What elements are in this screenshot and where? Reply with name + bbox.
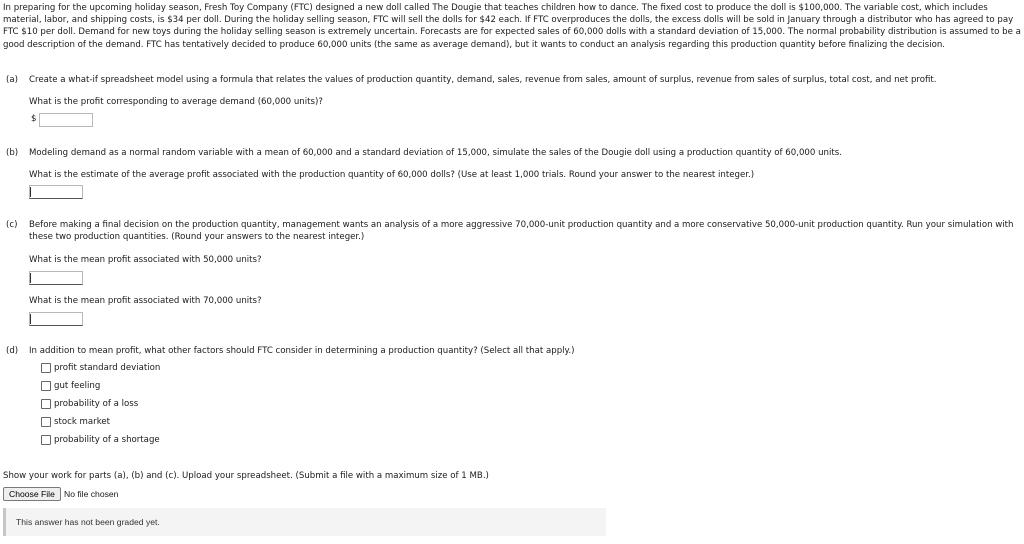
- grading-status-panel: [3, 508, 606, 536]
- option-label: profit standard deviation: [54, 363, 161, 373]
- part-d-text: In addition to mean profit, what other factors should FTC consider in determining a production quantity? (Select all that apply.): [29, 346, 575, 356]
- part-c-answer-50000-input[interactable]: [29, 271, 83, 285]
- part-c-question-70000: What is the mean profit associated with 70,000 units?: [29, 296, 262, 306]
- dollar-prefix: $: [31, 114, 37, 124]
- checkbox-probability-of-a-shortage[interactable]: [41, 435, 51, 445]
- checkbox-gut-feeling[interactable]: [41, 381, 51, 391]
- grading-status-text: This answer has not been graded yet.: [16, 517, 160, 527]
- problem-statement: In preparing for the upcoming holiday season, Fresh Toy Company (FTC) designed a new doll called The Dougie that teaches children how to dance. The fixed cost to produce the doll is $100,000. The variable cost, which includes material, labor, and shipping costs, is $34 per doll. During the holiday selling season, FTC will sell the dolls for $42 each. If FTC overproduces the dolls, the excess dolls will be sold in January through a distributor who has agreed to pay FTC $10 per doll. Demand for new toys during the holiday selling season is extremely uncertain. Forecasts are for expected sales of 60,000 dolls with a standard deviation of 15,000. The normal probability distribution is assumed to be a good description of the demand. FTC has tentatively decided to produce 60,000 units (the same as average demand), but it wants to conduct an analysis regarding this production quantity before finalizing the decision.: [3, 3, 1021, 50]
- part-b-question: What is the estimate of the average profit associated with the production quantity of 60,000 dolls? (Use at least 1,000 trials. Round your answer to the nearest integer.): [29, 170, 755, 180]
- option-label: gut feeling: [54, 381, 101, 391]
- part-a-answer-input[interactable]: [39, 113, 93, 127]
- upload-instruction: Show your work for parts (a), (b) and (c). Upload your spreadsheet. (Submit a file with a maximum size of 1 MB.): [3, 471, 489, 481]
- part-d-tag: (d): [6, 346, 19, 356]
- checkbox-profit-standard-deviation[interactable]: [41, 363, 51, 373]
- part-b-answer-input[interactable]: [29, 185, 83, 199]
- option-label: stock market: [54, 417, 111, 427]
- file-status: No file chosen: [64, 489, 119, 499]
- part-a-text: Create a what-if spreadsheet model using a formula that relates the values of production quantity, demand, sales, revenue from sales, amount of surplus, revenue from sales of surplus, total cost, and net profit.: [29, 75, 937, 85]
- part-c-question-50000: What is the mean profit associated with 50,000 units?: [29, 255, 262, 265]
- part-c-answer-70000-input[interactable]: [29, 312, 83, 326]
- part-c-tag: (c): [6, 220, 18, 230]
- option-label: probability of a loss: [54, 399, 139, 409]
- checkbox-stock-market[interactable]: [41, 417, 51, 427]
- option-label: probability of a shortage: [54, 435, 160, 445]
- part-a-question: What is the profit corresponding to average demand (60,000 units)?: [29, 97, 323, 107]
- part-b-tag: (b): [6, 148, 19, 158]
- part-a-tag: (a): [6, 75, 18, 85]
- choose-file-button[interactable]: Choose File: [3, 487, 61, 501]
- checkbox-probability-of-a-loss[interactable]: [41, 399, 51, 409]
- part-b-text: Modeling demand as a normal random variable with a mean of 60,000 and a standard deviation of 15,000, simulate the sales of the Dougie doll using a production quantity of 60,000 units.: [29, 148, 842, 158]
- part-c-text: Before making a final decision on the production quantity, management wants an analysis of a more aggressive 70,000-unit production quantity and a more conservative 50,000-unit production quantity. Run your simulation with these two production quantities. (Round your answers to the nearest integer.): [29, 220, 1014, 242]
